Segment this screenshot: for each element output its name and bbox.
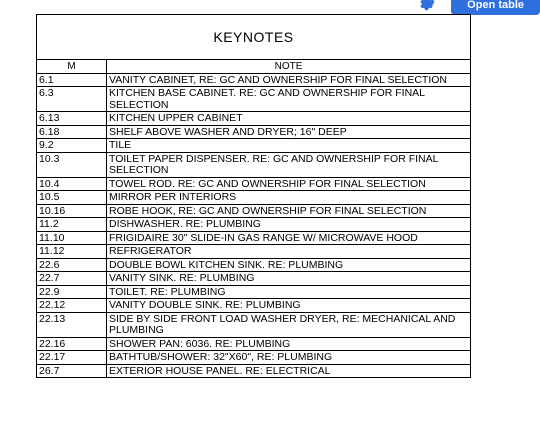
keynote-number: 22.13 — [37, 313, 107, 337]
table-body — [37, 74, 470, 378]
keynote-number: 10.16 — [37, 205, 107, 218]
keynote-number: 6.3 — [37, 87, 107, 111]
table-row — [37, 232, 470, 246]
keynote-note: SIDE BY SIDE FRONT LOAD WASHER DRYER, RE: MECHANICAL AND PLUMBING — [109, 312, 456, 336]
keynote-note: FRIGIDAIRE 30" SLIDE-IN GAS RANGE W/ MICROWAVE HOOD — [109, 231, 418, 244]
keynote-number: 22.17 — [37, 351, 107, 364]
table-row — [37, 178, 470, 192]
keynote-note: EXTERIOR HOUSE PANEL. RE: ELECTRICAL — [109, 364, 331, 377]
keynote-number: 6.1 — [37, 74, 107, 87]
keynote-number: 11.12 — [37, 245, 107, 258]
keynote-note: DOUBLE BOWL KITCHEN SINK. RE: PLUMBING — [109, 258, 344, 271]
keynote-number: 11.10 — [37, 232, 107, 245]
keynotes-table — [36, 14, 471, 378]
keynote-number: 22.9 — [37, 286, 107, 299]
table-row — [37, 259, 470, 273]
gear-icon[interactable] — [417, 0, 437, 14]
keynote-number: 9.2 — [37, 139, 107, 152]
keynote-note: TOILET. RE: PLUMBING — [109, 285, 226, 298]
keynote-number: 22.16 — [37, 338, 107, 351]
keynote-note: ROBE HOOK, RE: GC AND OWNERSHIP FOR FINAL SELECTION — [109, 204, 427, 217]
keynote-note: TOWEL ROD. RE: GC AND OWNERSHIP FOR FINAL SELECTION — [109, 177, 426, 190]
table-header-row — [37, 60, 470, 74]
table-title: KEYNOTES — [37, 15, 470, 60]
open-table-button[interactable]: Open table — [451, 0, 540, 15]
table-row — [37, 218, 470, 232]
table-row — [37, 365, 470, 378]
keynote-note: VANITY SINK. RE: PLUMBING — [109, 272, 255, 284]
keynote-number: 6.13 — [37, 112, 107, 125]
keynote-note: TILE — [109, 139, 132, 151]
table-row — [37, 139, 470, 153]
keynote-note: VANITY DOUBLE SINK. RE: PLUMBING — [109, 299, 301, 311]
keynote-note: KITCHEN BASE CABINET. RE: GC AND OWNERSHIP FOR FINAL SELECTION — [109, 87, 425, 111]
keynote-note: KITCHEN UPPER CABINET — [109, 112, 243, 124]
keynote-number: 22.6 — [37, 259, 107, 272]
table-row — [37, 87, 470, 112]
keynote-note: SHOWER PAN: 6036. RE: PLUMBING — [109, 337, 291, 350]
keynote-note: VANITY CABINET, RE: GC AND OWNERSHIP FOR FINAL SELECTION — [109, 73, 448, 86]
keynote-number: 22.7 — [37, 272, 107, 285]
table-row — [37, 112, 470, 126]
table-row — [37, 286, 470, 300]
table-row — [37, 338, 470, 352]
keynote-number: 10.4 — [37, 178, 107, 191]
keynote-number: 26.7 — [37, 365, 107, 378]
table-row — [37, 74, 470, 88]
keynote-note: MIRROR PER INTERIORS — [109, 191, 237, 203]
keynote-number: 10.5 — [37, 191, 107, 204]
keynote-number: 22.12 — [37, 299, 107, 312]
keynote-note: DISHWASHER. RE: PLUMBING — [109, 218, 261, 230]
table-row — [37, 205, 470, 219]
table-row — [37, 272, 470, 286]
table-row — [37, 153, 470, 178]
table-row — [37, 351, 470, 365]
keynote-note: REFRIGERATOR — [109, 245, 192, 257]
keynote-number: 10.3 — [37, 153, 107, 177]
table-row — [37, 299, 470, 313]
keynote-number: 11.2 — [37, 218, 107, 231]
keynote-note: BATHTUB/SHOWER: 32"X60", RE: PLUMBING — [109, 351, 333, 363]
keynote-note: TOILET PAPER DISPENSER. RE: GC AND OWNERSHIP FOR FINAL SELECTION — [109, 152, 439, 176]
column-header-m: M — [37, 60, 107, 73]
table-row — [37, 191, 470, 205]
keynote-number: 6.18 — [37, 126, 107, 139]
keynote-note: SHELF ABOVE WASHER AND DRYER; 16" DEEP — [109, 125, 347, 138]
table-row — [37, 245, 470, 259]
table-row — [37, 126, 470, 140]
table-overlay-controls — [417, 0, 540, 15]
column-header-note: NOTE — [274, 61, 303, 72]
table-row — [37, 313, 470, 338]
